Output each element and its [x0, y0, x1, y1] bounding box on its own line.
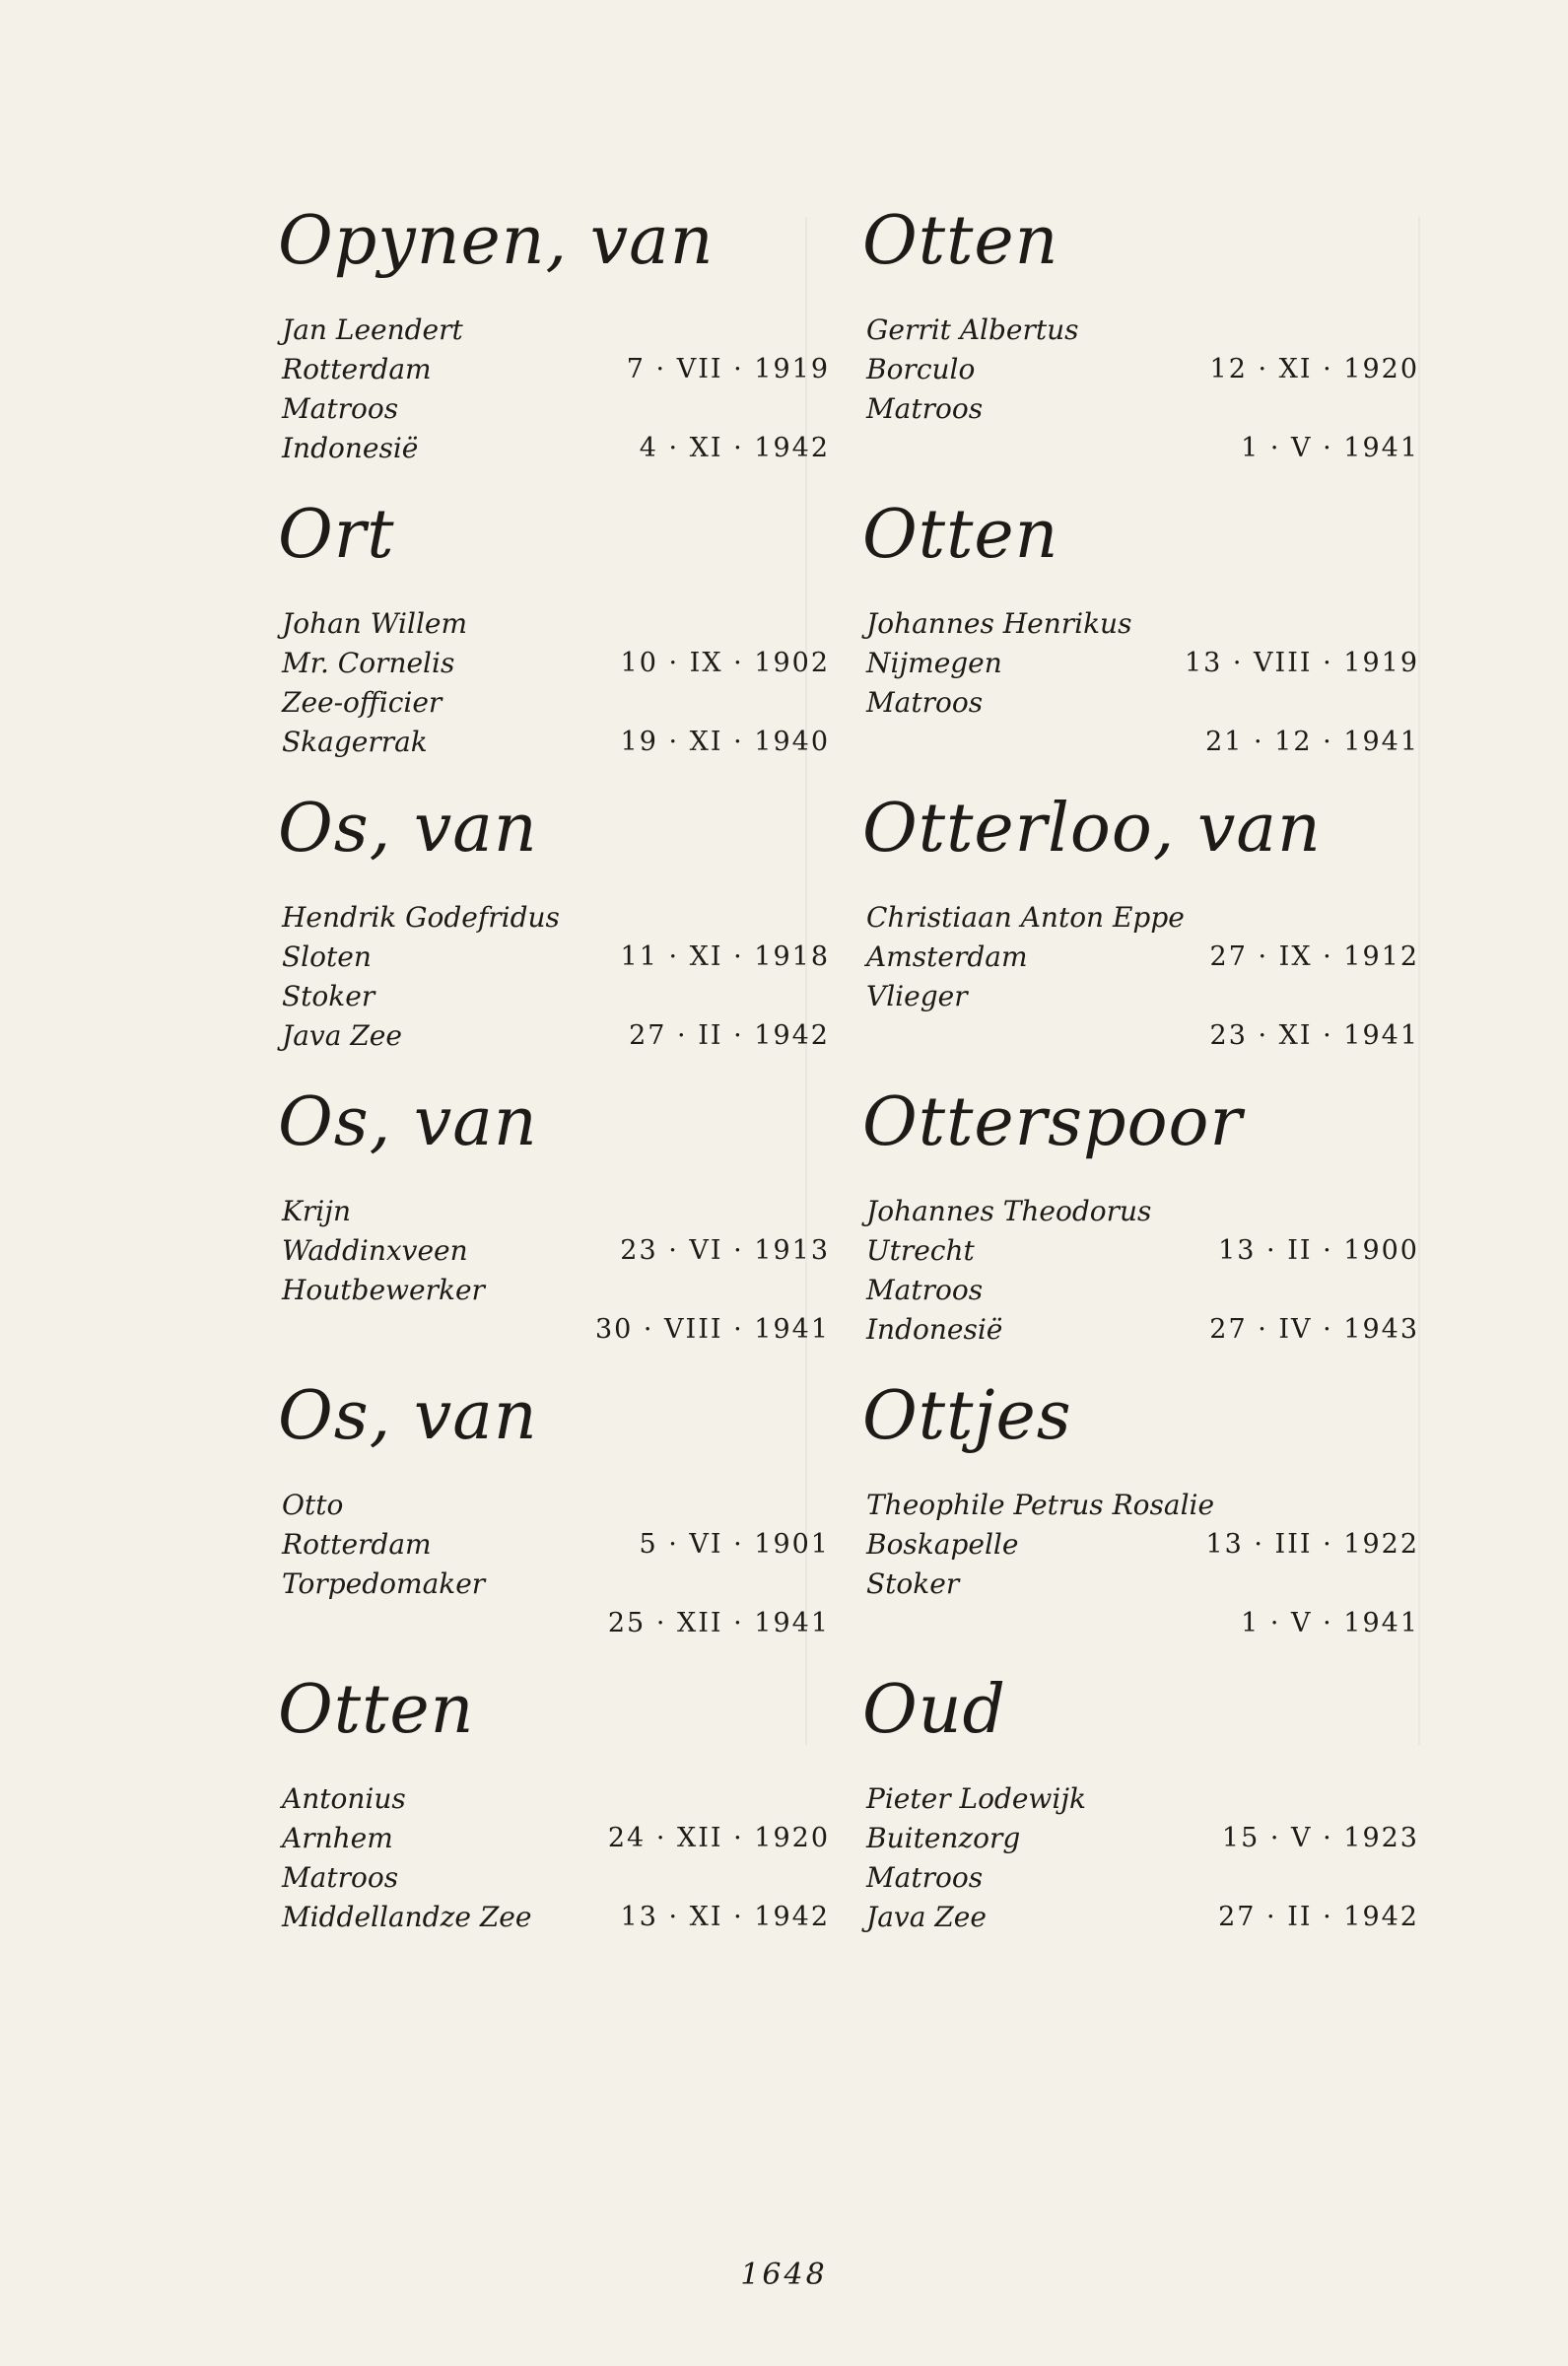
entry-line [278, 311, 830, 350]
entry-line-text: Borculo [866, 353, 976, 385]
entry-line-date: 24 · XII · 1920 [607, 1823, 830, 1853]
entry-line-text: Indonesië [282, 432, 419, 464]
entry-line-date: 5 · VI · 1901 [639, 1529, 830, 1560]
entry-surname: Ottjes [862, 1377, 1072, 1455]
entry-line-date: 7 · VII · 1919 [626, 354, 830, 384]
entry-line [862, 938, 1419, 977]
entry-line [278, 389, 830, 429]
entry-line [278, 1310, 830, 1350]
entry-surname: Ort [278, 496, 395, 574]
entry-line-date: 13 · II · 1900 [1218, 1235, 1419, 1266]
entry-line [278, 1192, 830, 1231]
entry-line-text: Matroos [866, 686, 984, 719]
entry-line-date: 25 · XII · 1941 [607, 1608, 830, 1638]
entry-line [862, 350, 1419, 389]
entry-line [278, 429, 830, 468]
entry-line [278, 1898, 830, 1937]
entry-line [862, 311, 1419, 350]
entry-line-date: 4 · XI · 1942 [639, 433, 830, 463]
entry-line [862, 977, 1419, 1016]
entry-line-text: Amsterdam [866, 940, 1028, 973]
entry-line-text: Johannes Henrikus [866, 607, 1132, 640]
entry-line-text: Pieter Lodewijk [866, 1782, 1086, 1815]
entry-line [862, 1271, 1419, 1310]
entry-line [278, 1858, 830, 1898]
entry-line-date: 13 · VIII · 1919 [1184, 648, 1419, 678]
entry-line [278, 723, 830, 762]
entry-line [278, 1525, 830, 1565]
entry-surname: Oud [862, 1671, 1007, 1749]
entry-line-text: Vlieger [866, 980, 968, 1012]
entry-line [278, 898, 830, 938]
entry-line [862, 1565, 1419, 1604]
register-entry [278, 496, 830, 790]
entry-line [278, 977, 830, 1016]
entry-line [278, 350, 830, 389]
entry-line-text: Johannes Theodorus [866, 1195, 1152, 1227]
entry-line-date: 27 · IV · 1943 [1209, 1314, 1419, 1345]
entry-line [862, 1310, 1419, 1350]
entry-line [862, 644, 1419, 683]
entry-line [278, 1819, 830, 1858]
entry-surname: Otterloo, van [862, 790, 1322, 868]
entry-line-date: 15 · V · 1923 [1221, 1823, 1419, 1853]
right-column [862, 202, 1419, 1965]
entry-line-text: Krijn [282, 1195, 351, 1227]
entry-surname: Otten [278, 1671, 475, 1749]
entry-line [278, 938, 830, 977]
entry-line [278, 1231, 830, 1271]
register-entry [278, 1083, 830, 1377]
entry-line-text: Matroos [866, 1861, 984, 1894]
entry-surname: Otterspoor [862, 1083, 1243, 1161]
entry-line [278, 1565, 830, 1604]
entry-line-text: Matroos [282, 1861, 399, 1894]
entry-surname: Otten [862, 202, 1059, 280]
entry-line-text: Matroos [866, 1274, 984, 1306]
entry-line-date: 10 · IX · 1902 [620, 648, 830, 678]
entry-line [862, 1819, 1419, 1858]
entry-line [278, 1271, 830, 1310]
entry-line [862, 429, 1419, 468]
entry-line [862, 389, 1419, 429]
entry-line-text: Skagerrak [282, 726, 428, 758]
entry-line-date: 21 · 12 · 1941 [1205, 727, 1419, 757]
entry-line-text: Otto [282, 1489, 344, 1521]
entry-line-text: Matroos [866, 392, 984, 425]
entry-line-text: Torpedomaker [282, 1567, 486, 1600]
entry-line-date: 23 · VI · 1913 [620, 1235, 830, 1266]
entry-line [278, 1604, 830, 1643]
entry-surname: Otten [862, 496, 1059, 574]
entry-line [862, 683, 1419, 723]
entry-line-text: Indonesië [866, 1313, 1003, 1346]
entry-line-text: Utrecht [866, 1234, 975, 1267]
entry-line-date: 27 · II · 1942 [1218, 1902, 1419, 1932]
entry-line [862, 1016, 1419, 1056]
entry-line-text: Buitenzorg [866, 1822, 1021, 1854]
entry-line [278, 683, 830, 723]
register-entry [278, 1671, 830, 1965]
entry-line [862, 898, 1419, 938]
entry-line [862, 1779, 1419, 1819]
register-entry [278, 790, 830, 1083]
entry-line-text: Nijmegen [866, 647, 1002, 679]
entry-line-text: Johan Willem [282, 607, 468, 640]
entry-line-text: Sloten [282, 940, 372, 973]
entry-line-text: Theophile Petrus Rosalie [866, 1489, 1215, 1521]
entry-line [862, 1231, 1419, 1271]
entry-line [278, 1486, 830, 1525]
entry-line-date: 13 · III · 1922 [1205, 1529, 1419, 1560]
entry-line [862, 1192, 1419, 1231]
entry-line-text: Java Zee [282, 1019, 402, 1052]
entry-line-text: Hendrik Godefridus [282, 901, 560, 934]
entry-line-text: Jan Leendert [282, 313, 463, 346]
entry-surname: Os, van [278, 1083, 538, 1161]
entry-line-text: Arnhem [282, 1822, 393, 1854]
entry-surname: Os, van [278, 790, 538, 868]
register-entry [278, 1377, 830, 1671]
entry-line-text: Zee-officier [282, 686, 443, 719]
entry-line-date: 1 · V · 1941 [1241, 1608, 1419, 1638]
entry-line-text: Middellandze Zee [282, 1901, 532, 1933]
register-entry [862, 790, 1419, 1083]
entry-line-text: Waddinxveen [282, 1234, 468, 1267]
entry-line [278, 604, 830, 644]
entry-line-date: 1 · V · 1941 [1241, 433, 1419, 463]
entry-line-date: 27 · II · 1942 [629, 1020, 830, 1051]
entry-line [278, 1016, 830, 1056]
entry-line-text: Mr. Cornelis [282, 647, 455, 679]
entry-line [278, 644, 830, 683]
entry-line-date: 23 · XI · 1941 [1209, 1020, 1419, 1051]
entry-line-text: Houtbewerker [282, 1274, 485, 1306]
entry-line-date: 30 · VIII · 1941 [594, 1314, 830, 1345]
page-number: 1648 [740, 2258, 828, 2292]
register-entry [862, 1377, 1419, 1671]
entry-surname: Opynen, van [278, 202, 715, 280]
entry-surname: Os, van [278, 1377, 538, 1455]
register-entry [862, 496, 1419, 790]
entry-line-text: Stoker [866, 1567, 960, 1600]
register-entry [862, 1083, 1419, 1377]
entry-line-text: Boskapelle [866, 1528, 1019, 1561]
entry-line-date: 12 · XI · 1920 [1209, 354, 1419, 384]
entry-line-date: 11 · XI · 1918 [620, 941, 830, 972]
register-entry [862, 202, 1419, 496]
left-column [278, 202, 830, 1965]
entry-line [278, 1779, 830, 1819]
entry-line-text: Java Zee [866, 1901, 987, 1933]
entry-line-text: Christiaan Anton Eppe [866, 901, 1185, 934]
entry-line-text: Rotterdam [282, 1528, 432, 1561]
entry-line [862, 1898, 1419, 1937]
entry-line-date: 27 · IX · 1912 [1209, 941, 1419, 972]
entry-line [862, 1525, 1419, 1565]
entry-line-date: 13 · XI · 1942 [620, 1902, 830, 1932]
entry-line [862, 1486, 1419, 1525]
entry-line-text: Gerrit Albertus [866, 313, 1079, 346]
entry-line-text: Antonius [282, 1782, 406, 1815]
entry-line [862, 1604, 1419, 1643]
entry-line-text: Rotterdam [282, 353, 432, 385]
entry-line [862, 1858, 1419, 1898]
entry-line [862, 723, 1419, 762]
register-entry [278, 202, 830, 496]
entry-line [862, 604, 1419, 644]
entry-line-text: Matroos [282, 392, 399, 425]
entry-line-date: 19 · XI · 1940 [620, 727, 830, 757]
register-entry [862, 1671, 1419, 1965]
entry-line-text: Stoker [282, 980, 375, 1012]
